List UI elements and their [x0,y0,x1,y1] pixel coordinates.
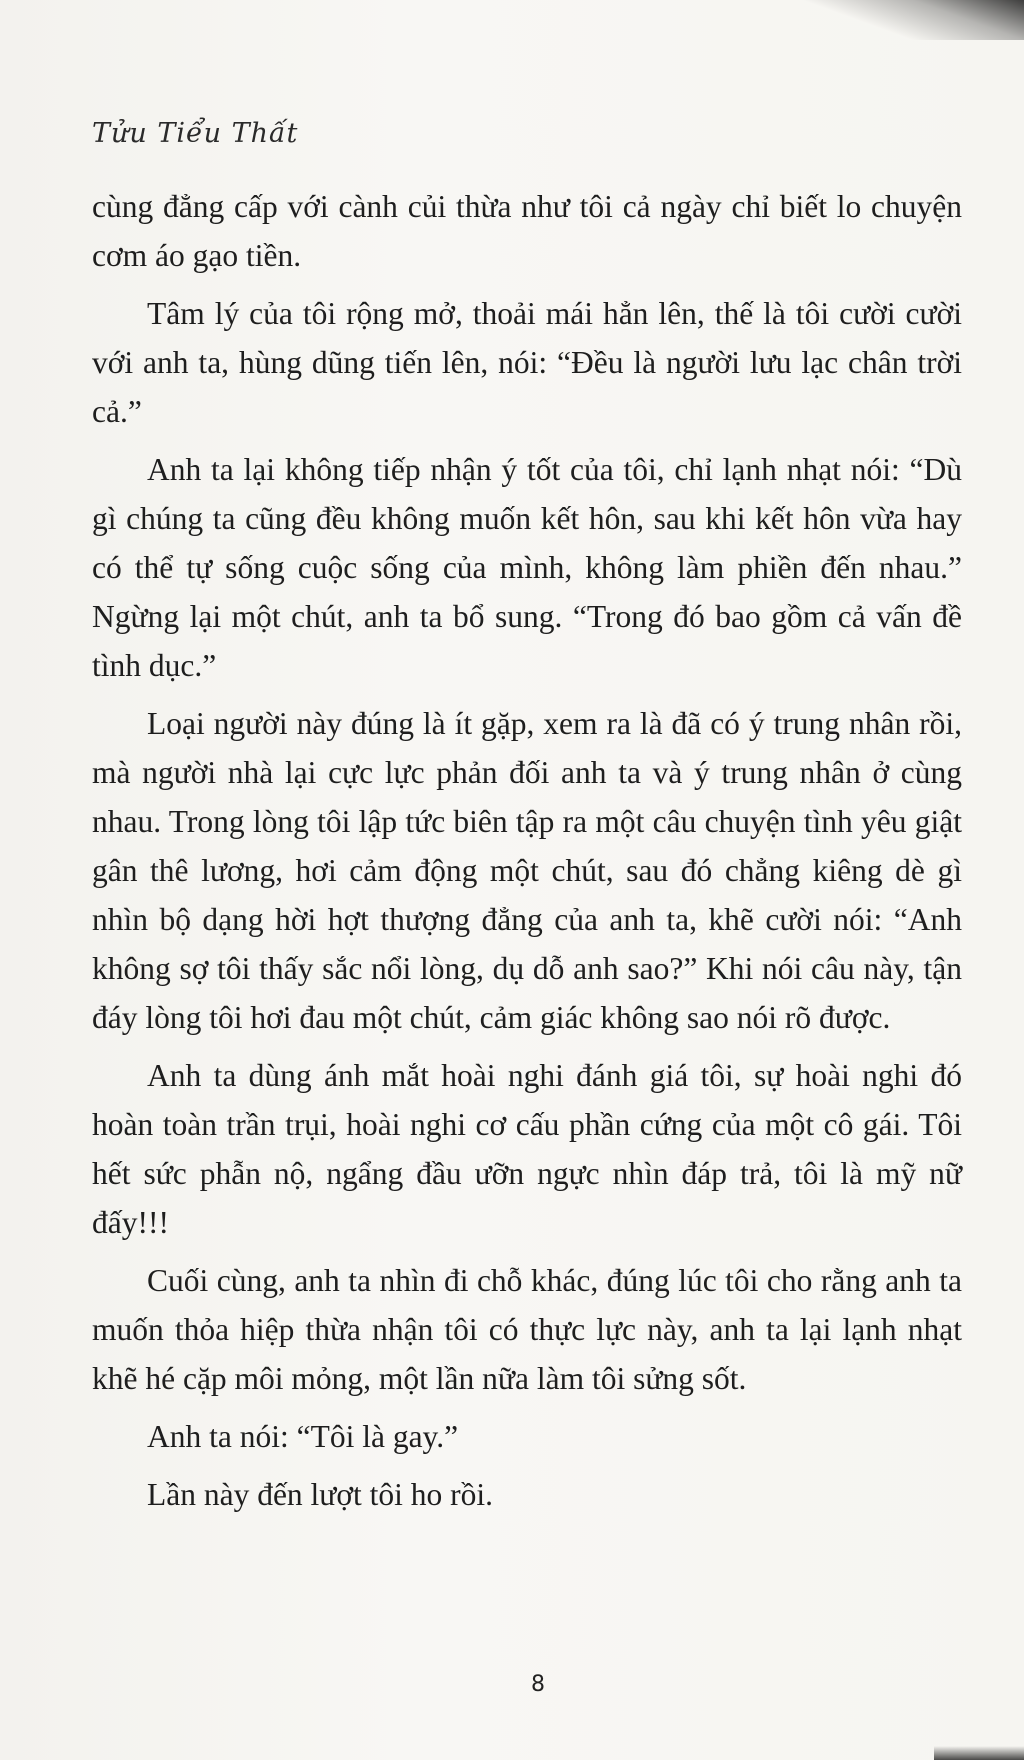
page-bottom-shadow [934,1746,1024,1760]
paragraph: Cuối cùng, anh ta nhìn đi chỗ khác, đúng lúc tôi cho rằng anh ta muốn thỏa hiệp thừa nhận tôi có thực lực này, anh ta lại lạnh nhạt khẽ hé cặp môi mỏng, một lần nữa làm tôi sửng sốt. [92,1263,962,1396]
paragraph: Anh ta lại không tiếp nhận ý tốt của tôi, chỉ lạnh nhạt nói: “Dù gì chúng ta cũng đều không muốn kết hôn, sau khi kết hôn vừa hay có thể tự sống cuộc sống của mình, không làm phiền đến nhau.” Ngừng lại một chút, anh ta bổ sung. “Trong đó bao gồm cả vấn đề tình dục.” [92,452,962,683]
paragraph: cùng đẳng cấp với cành củi thừa như tôi cả ngày chỉ biết lo chuyện cơm áo gạo tiền. [92,189,962,273]
paragraph: Lần này đến lượt tôi ho rồi. [147,1477,494,1512]
paragraph: Anh ta nói: “Tôi là gay.” [147,1419,459,1454]
running-header: Tửu Tiểu Thất [92,118,299,149]
paragraph: Anh ta dùng ánh mắt hoài nghi đánh giá tôi, sự hoài nghi đó hoàn toàn trần trụi, hoài nghi cơ cấu phần cứng của một cô gái. Tôi hết sức phẫn nộ, ngẩng đầu ưỡn ngực nhìn đáp trả, tôi là mỹ nữ đấy!!! [92,1058,962,1240]
page-corner-shadow [764,0,1024,40]
paragraph: Loại người này đúng là ít gặp, xem ra là đã có ý trung nhân rồi, mà người nhà lại cực lực phản đối anh ta và ý trung nhân ở cùng nhau. Trong lòng tôi lập tức biên tập ra một câu chuyện tình yêu giật gân thê lương, hơi cảm động một chút, sau đó chẳng kiêng dè gì nhìn bộ dạng hời hợt thượng đẳng của anh ta, khẽ cười nói: “Anh không sợ tôi thấy sắc nổi lòng, dụ dỗ anh sao?” Khi nói câu này, tận đáy lòng tôi hơi đau một chút, cảm giác không sao nói rõ được. [92,706,962,1035]
paragraph: Tâm lý của tôi rộng mở, thoải mái hẳn lên, thế là tôi cười cười với anh ta, hùng dũng tiến lên, nói: “Đều là người lưu lạc chân trời cả.” [92,296,962,429]
page-number: 8 [531,1672,545,1697]
body-text [92,182,962,1519]
